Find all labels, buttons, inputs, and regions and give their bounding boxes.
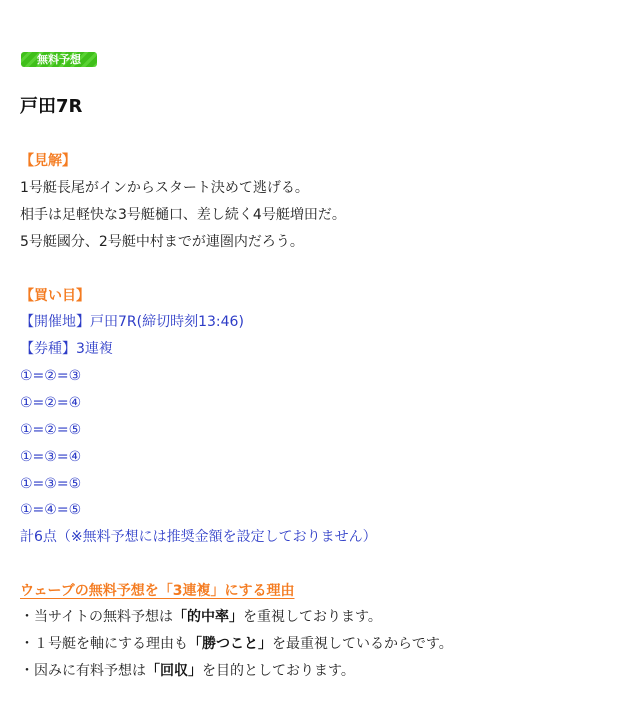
bet-combo: ①=③=⑤ [20,476,82,492]
bets-total: 計6点（※無料予想には推奨金額を設定しておりません） [20,529,377,545]
bet-combo: ①=②=⑤ [20,422,82,438]
bet-combo: ①=④=⑤ [20,502,82,518]
bet-combo: ①=③=④ [20,449,82,465]
reason-item [20,634,453,654]
reason-item-emphasis: 「回収」 [146,663,202,679]
reason-heading: ウェーブの無料予想を「3連複」にする理由 [20,583,295,599]
view-line-2: 相手は足軽快な3号艇樋口、差し続く4号艇増田だ。 [20,207,346,223]
reason-item-emphasis: 「勝つこと」 [188,636,272,652]
reason-item-text: を目的としております。 [202,663,355,679]
bet-combo: ①=②=③ [20,368,82,384]
bets-heading: 【買い目】 [20,288,90,304]
reason-item-emphasis: 「的中率」 [173,609,244,625]
free-prediction-badge: 無料予想 [21,52,97,67]
reason-item-text: ・因みに有料予想は [20,663,146,679]
view-line-1: 1号艇長尾がインからスタート決めて逃げる。 [20,180,309,196]
reason-item [20,607,382,627]
reason-item-text: ・当サイトの無料予想は [20,609,174,625]
reason-item-text: を最重視しているからです。 [272,636,453,652]
bets-type: 【券種】3連複 [20,341,113,357]
reason-item-text: ・１号艇を軸にする理由も [20,636,188,652]
bet-combo: ①=②=④ [20,395,82,411]
race-title: 戸田7R [20,96,83,117]
view-line-3: 5号艇國分、2号艇中村までが連圏内だろう。 [20,234,304,250]
view-heading: 【見解】 [20,153,76,169]
reason-item [20,661,355,681]
reason-item-text: を重視しております。 [243,609,382,625]
bets-venue: 【開催地】戸田7R(締切時刻13:46) [20,314,244,330]
